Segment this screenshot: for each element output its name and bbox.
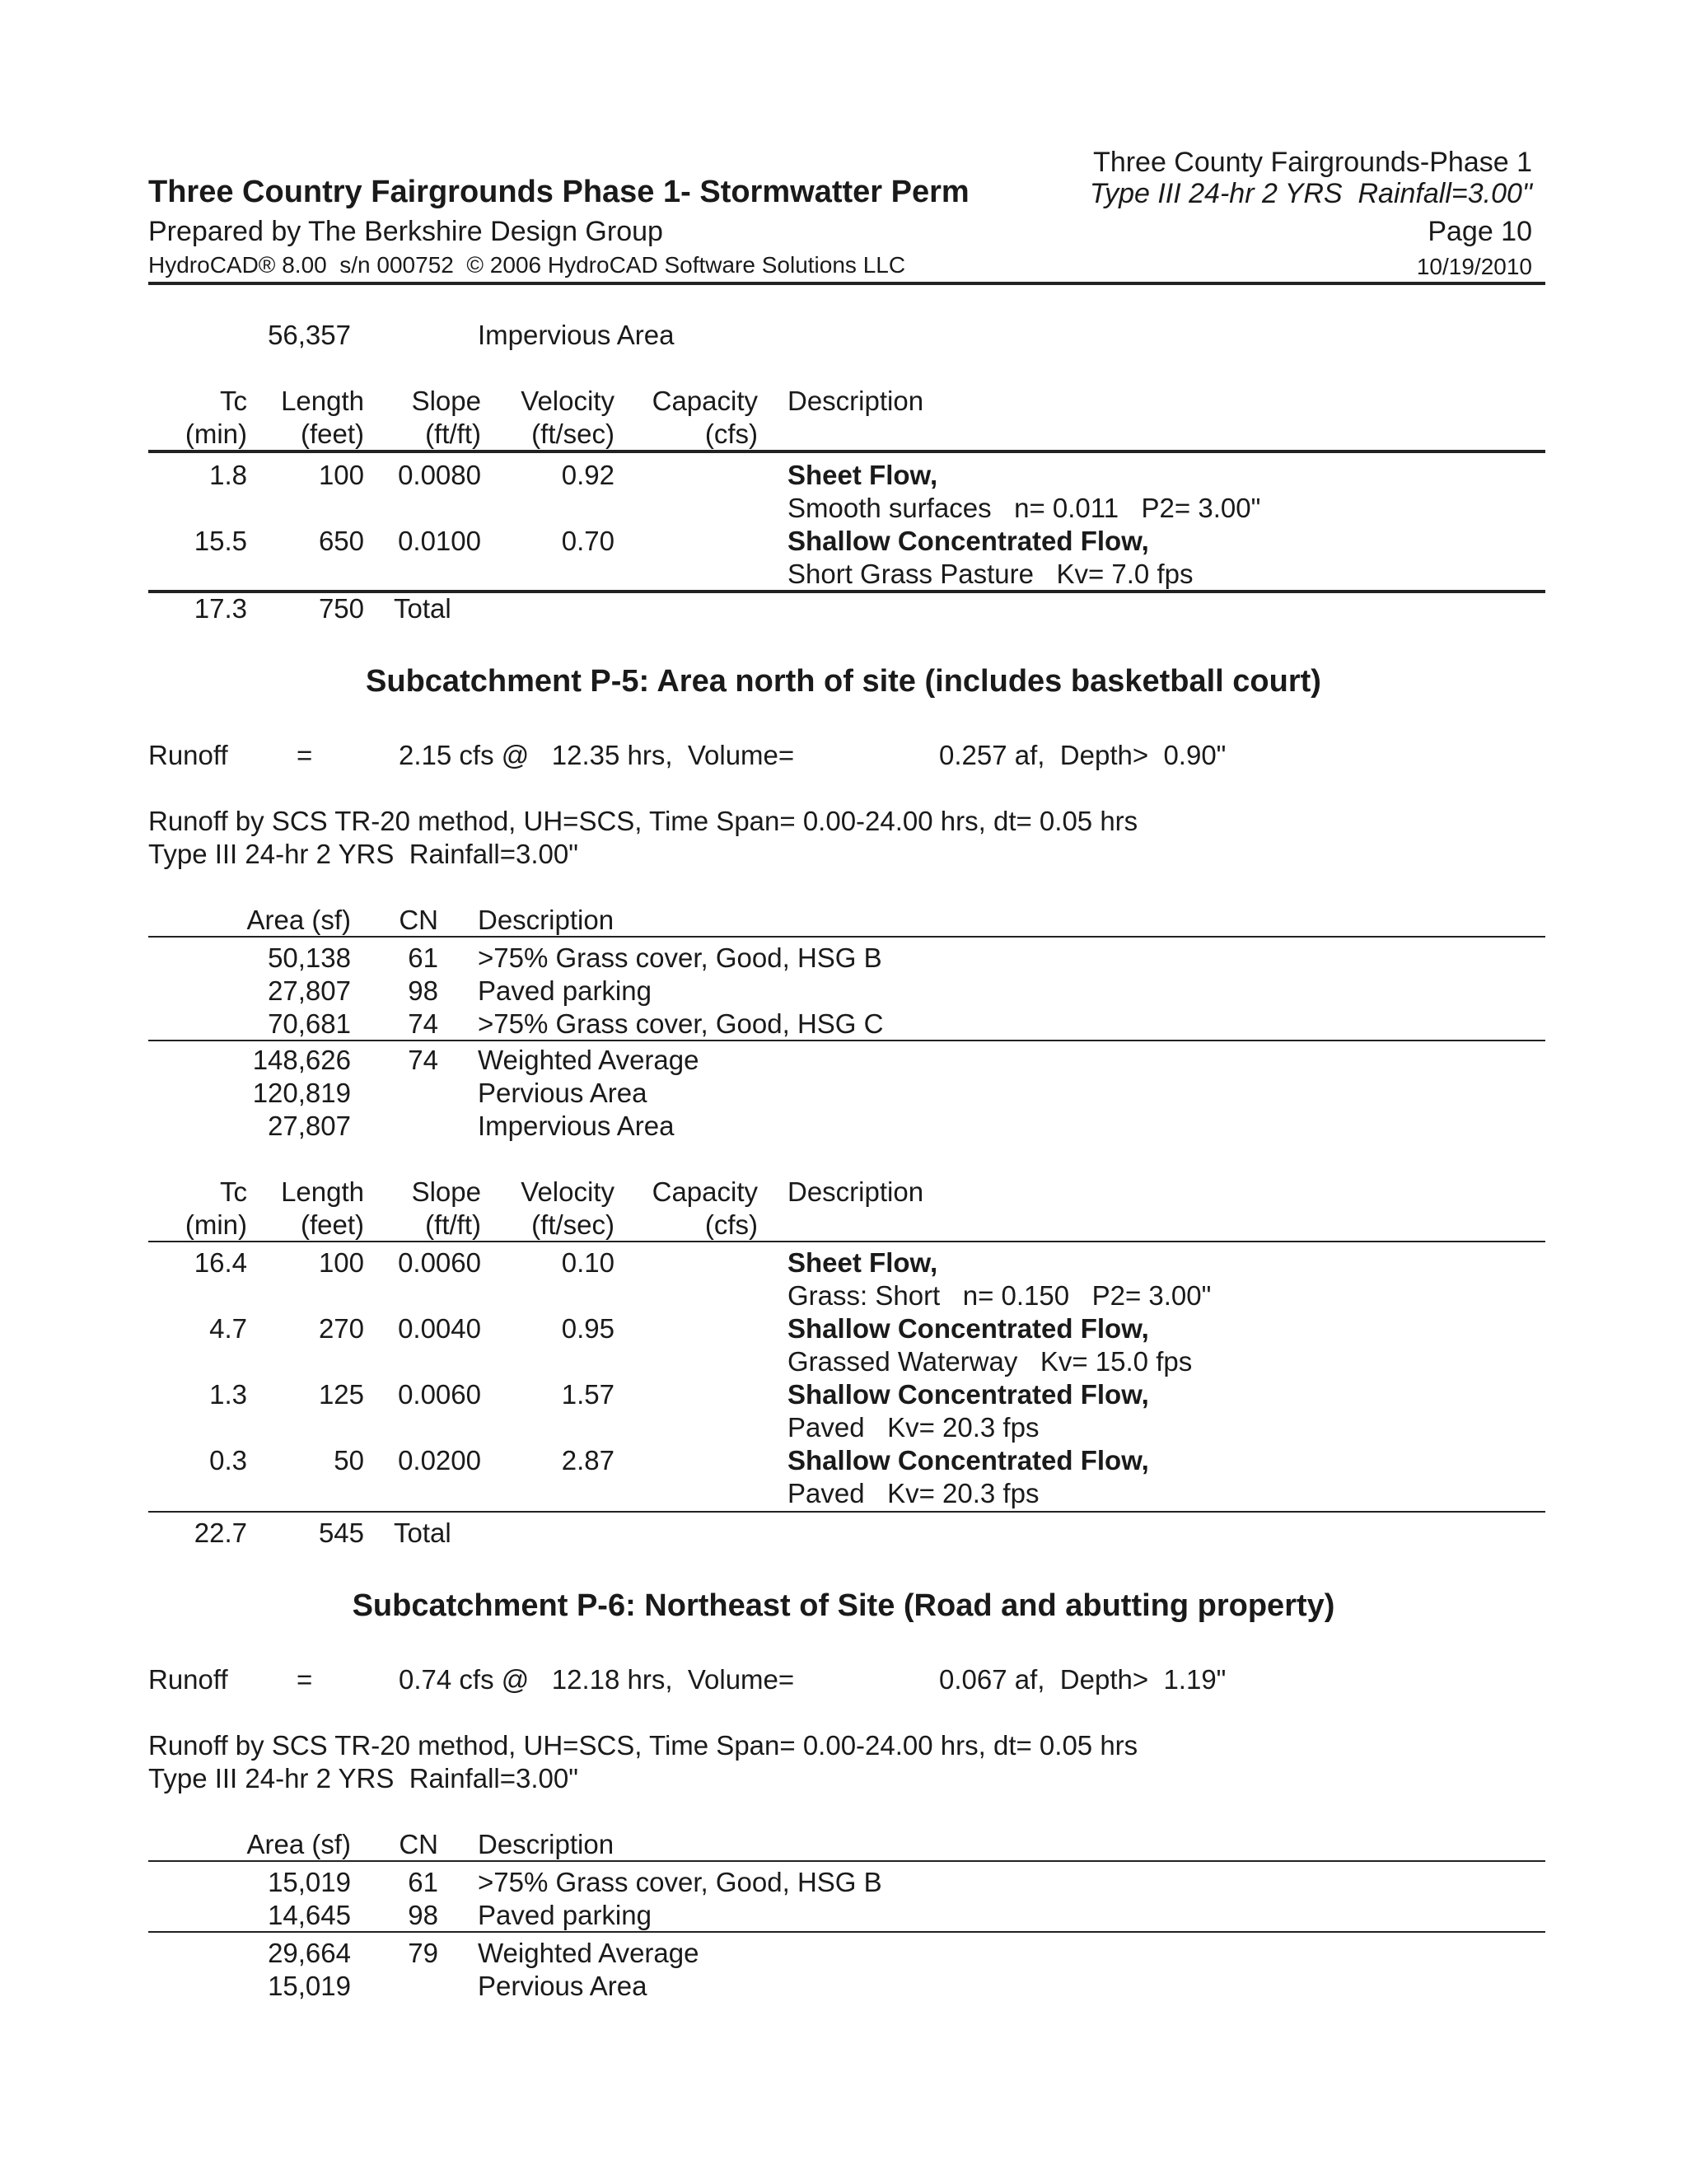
- prepared-by: Prepared by The Berkshire Design Group: [148, 216, 663, 247]
- slope-header: Slope: [411, 1176, 481, 1207]
- flow-type: Shallow Concentrated Flow,: [787, 1313, 1149, 1344]
- flow-detail: Grassed Waterway Kv= 15.0 fps: [787, 1346, 1193, 1377]
- area-cell: 27,807: [268, 1111, 351, 1141]
- area-header-rule: [148, 936, 1545, 938]
- tc-total: 17.3: [194, 593, 247, 624]
- total-label: Total: [394, 1518, 451, 1548]
- length-header: Length: [281, 386, 364, 416]
- slope-cell: 0.0100: [398, 526, 481, 556]
- area-desc-cell: >75% Grass cover, Good, HSG C: [478, 1008, 884, 1039]
- total-label: Total: [394, 593, 451, 624]
- area-desc-cell: Weighted Average: [478, 1045, 699, 1075]
- area-description-header: Description: [478, 1829, 615, 1859]
- description-header: Description: [787, 1176, 924, 1207]
- cn-cell: 74: [408, 1008, 438, 1039]
- description-header: Description: [787, 386, 924, 416]
- velocity-unit: (ft/sec): [531, 1209, 615, 1240]
- velocity-cell: 0.95: [561, 1313, 615, 1344]
- slope-cell: 0.0080: [398, 460, 481, 490]
- header-rule: [148, 282, 1545, 285]
- method-line: Runoff by SCS TR-20 method, UH=SCS, Time Span= 0.00-24.00 hrs, dt= 0.05 hrs: [148, 806, 1138, 836]
- length-total: 545: [318, 1518, 364, 1548]
- storm-event: Type III 24-hr 2 YRS Rainfall=3.00": [1089, 178, 1532, 209]
- flow-detail: Short Grass Pasture Kv= 7.0 fps: [787, 559, 1194, 589]
- tc-total: 22.7: [194, 1518, 247, 1548]
- area-cell: 27,807: [268, 975, 351, 1006]
- runoff-flow: 2.15 cfs @ 12.35 hrs, Volume=: [399, 740, 795, 770]
- velocity-cell: 2.87: [561, 1445, 615, 1475]
- slope-cell: 0.0060: [398, 1379, 481, 1410]
- length-cell: 50: [334, 1445, 364, 1475]
- area-desc-cell: Pervious Area: [478, 1971, 647, 2001]
- velocity-cell: 0.70: [561, 526, 615, 556]
- capacity-unit: (cfs): [704, 419, 758, 449]
- flow-detail: Paved Kv= 20.3 fps: [787, 1478, 1040, 1508]
- length-cell: 125: [318, 1379, 364, 1410]
- area-cell: 70,681: [268, 1008, 351, 1039]
- tc-cell: 1.8: [209, 460, 247, 490]
- length-cell: 100: [318, 1247, 364, 1278]
- velocity-cell: 0.10: [561, 1247, 615, 1278]
- capacity-unit: (cfs): [704, 1209, 758, 1240]
- area-desc-cell: Paved parking: [478, 1900, 652, 1930]
- velocity-header: Velocity: [521, 1176, 615, 1207]
- area-cell: 50,138: [268, 942, 351, 973]
- slope-cell: 0.0200: [398, 1445, 481, 1475]
- section-title: Subcatchment P-5: Area north of site (includes basketball court): [366, 664, 1321, 699]
- area-header: Area (sf): [246, 905, 351, 935]
- storm-line: Type III 24-hr 2 YRS Rainfall=3.00": [148, 839, 578, 869]
- area-cell: 148,626: [252, 1045, 351, 1075]
- tc-cell: 16.4: [194, 1247, 247, 1278]
- area-cell: 14,645: [268, 1900, 351, 1930]
- slope-cell: 0.0060: [398, 1247, 481, 1278]
- flow-type: Sheet Flow,: [787, 1247, 938, 1278]
- flow-detail: Grass: Short n= 0.150 P2= 3.00": [787, 1280, 1212, 1311]
- tc-header: Tc: [220, 1176, 247, 1207]
- area-cell: 29,664: [268, 1938, 351, 1968]
- area-desc-cell: >75% Grass cover, Good, HSG B: [478, 942, 882, 973]
- capacity-header: Capacity: [652, 386, 758, 416]
- area-total-rule: [148, 1040, 1545, 1041]
- runoff-flow: 0.74 cfs @ 12.18 hrs, Volume=: [399, 1664, 795, 1695]
- velocity-unit: (ft/sec): [531, 419, 615, 449]
- flow-type: Shallow Concentrated Flow,: [787, 1445, 1149, 1475]
- flow-detail: Paved Kv= 20.3 fps: [787, 1412, 1040, 1443]
- cn-cell: 79: [408, 1938, 438, 1968]
- slope-cell: 0.0040: [398, 1313, 481, 1344]
- tc-total-rule: [148, 1511, 1545, 1513]
- runoff-equals: =: [297, 740, 313, 770]
- report-date: 10/19/2010: [1416, 254, 1532, 279]
- tc-cell: 0.3: [209, 1445, 247, 1475]
- cn-cell: 61: [408, 942, 438, 973]
- section-title: Subcatchment P-6: Northeast of Site (Road and abutting property): [352, 1588, 1335, 1623]
- length-header: Length: [281, 1176, 364, 1207]
- cn-cell: 74: [408, 1045, 438, 1075]
- runoff-label: Runoff: [148, 740, 228, 770]
- area-desc-cell: Paved parking: [478, 975, 652, 1006]
- tc-cell: 15.5: [194, 526, 247, 556]
- tc-unit: (min): [185, 1209, 247, 1240]
- cn-header: CN: [399, 905, 438, 935]
- area-cell: 120,819: [252, 1078, 351, 1108]
- length-unit: (feet): [300, 419, 364, 449]
- area-desc-cell: Weighted Average: [478, 1938, 699, 1968]
- length-cell: 270: [318, 1313, 364, 1344]
- software-credit: HydroCAD® 8.00 s/n 000752 © 2006 HydroCAD Software Solutions LLC: [148, 252, 906, 278]
- length-unit: (feet): [300, 1209, 364, 1240]
- slope-header: Slope: [411, 386, 481, 416]
- area-desc-cell: >75% Grass cover, Good, HSG B: [478, 1867, 882, 1897]
- length-total: 750: [318, 593, 364, 624]
- impervious-area-value: 56,357: [268, 320, 351, 350]
- velocity-header: Velocity: [521, 386, 615, 416]
- tc-table-1-header-rule: [148, 450, 1545, 453]
- capacity-header: Capacity: [652, 1176, 758, 1207]
- runoff-equals: =: [297, 1664, 313, 1695]
- cn-header: CN: [399, 1829, 438, 1859]
- velocity-cell: 0.92: [561, 460, 615, 490]
- area-description-header: Description: [478, 905, 615, 935]
- runoff-volume: 0.257 af, Depth> 0.90": [939, 740, 1227, 770]
- area-header: Area (sf): [246, 1829, 351, 1859]
- slope-unit: (ft/ft): [425, 419, 481, 449]
- method-line: Runoff by SCS TR-20 method, UH=SCS, Time Span= 0.00-24.00 hrs, dt= 0.05 hrs: [148, 1730, 1138, 1761]
- page-number: Page 10: [1428, 216, 1532, 247]
- report-title: Three Country Fairgrounds Phase 1- Stormwatter Perm: [148, 175, 970, 209]
- length-cell: 650: [318, 526, 364, 556]
- area-desc-cell: Impervious Area: [478, 1111, 675, 1141]
- velocity-cell: 1.57: [561, 1379, 615, 1410]
- slope-unit: (ft/ft): [425, 1209, 481, 1240]
- flow-type: Shallow Concentrated Flow,: [787, 526, 1149, 556]
- tc-header-rule: [148, 1241, 1545, 1242]
- flow-detail: Smooth surfaces n= 0.011 P2= 3.00": [787, 493, 1261, 523]
- tc-unit: (min): [185, 419, 247, 449]
- area-desc-cell: Pervious Area: [478, 1078, 647, 1108]
- tc-cell: 1.3: [209, 1379, 247, 1410]
- impervious-area-label: Impervious Area: [478, 320, 675, 350]
- flow-type: Sheet Flow,: [787, 460, 938, 490]
- cn-cell: 98: [408, 975, 438, 1006]
- storm-line: Type III 24-hr 2 YRS Rainfall=3.00": [148, 1763, 578, 1793]
- flow-type: Shallow Concentrated Flow,: [787, 1379, 1149, 1410]
- area-cell: 15,019: [268, 1867, 351, 1897]
- cn-cell: 98: [408, 1900, 438, 1930]
- length-cell: 100: [318, 460, 364, 490]
- tc-cell: 4.7: [209, 1313, 247, 1344]
- tc-header: Tc: [220, 386, 247, 416]
- project-name-right: Three County Fairgrounds-Phase 1: [1093, 147, 1532, 178]
- runoff-label: Runoff: [148, 1664, 228, 1695]
- area-header-rule: [148, 1860, 1545, 1862]
- area-cell: 15,019: [268, 1971, 351, 2001]
- cn-cell: 61: [408, 1867, 438, 1897]
- area-total-rule: [148, 1931, 1545, 1933]
- runoff-volume: 0.067 af, Depth> 1.19": [939, 1664, 1227, 1695]
